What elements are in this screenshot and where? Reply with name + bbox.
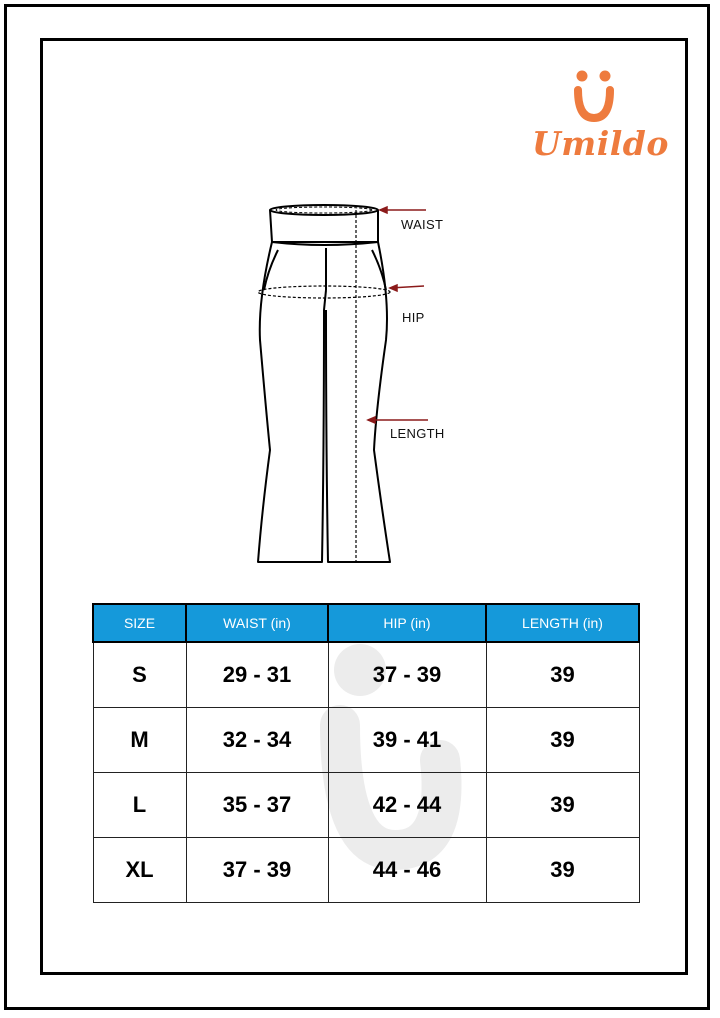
header-waist: WAIST (in) <box>186 604 328 642</box>
pants-diagram <box>240 190 470 580</box>
hip-cell: 44 - 46 <box>328 838 486 903</box>
brand-logo <box>532 66 669 176</box>
waist-label: WAIST <box>401 217 444 232</box>
waist-cell: 29 - 31 <box>186 642 328 708</box>
table-row <box>93 773 639 838</box>
length-label: LENGTH <box>390 426 445 441</box>
size-cell: M <box>93 708 186 773</box>
waist-cell: 32 - 34 <box>186 708 328 773</box>
size-cell: S <box>93 642 186 708</box>
smile-logo-icon <box>532 66 662 126</box>
table-row <box>93 838 639 903</box>
hip-cell: 37 - 39 <box>328 642 486 708</box>
length-cell: 39 <box>486 708 639 773</box>
size-chart-table <box>92 603 640 903</box>
size-cell: XL <box>93 838 186 903</box>
hip-cell: 42 - 44 <box>328 773 486 838</box>
length-cell: 39 <box>486 642 639 708</box>
waist-cell: 37 - 39 <box>186 838 328 903</box>
table-header-row <box>93 604 639 642</box>
table-row <box>93 708 639 773</box>
header-hip: HIP (in) <box>328 604 486 642</box>
brand-name: Umildo <box>532 124 669 163</box>
hip-cell: 39 - 41 <box>328 708 486 773</box>
header-size: SIZE <box>93 604 186 642</box>
length-cell: 39 <box>486 838 639 903</box>
table-row <box>93 642 639 708</box>
hip-label: HIP <box>402 310 425 325</box>
length-cell: 39 <box>486 773 639 838</box>
waist-cell: 35 - 37 <box>186 773 328 838</box>
size-cell: L <box>93 773 186 838</box>
header-length: LENGTH (in) <box>486 604 639 642</box>
